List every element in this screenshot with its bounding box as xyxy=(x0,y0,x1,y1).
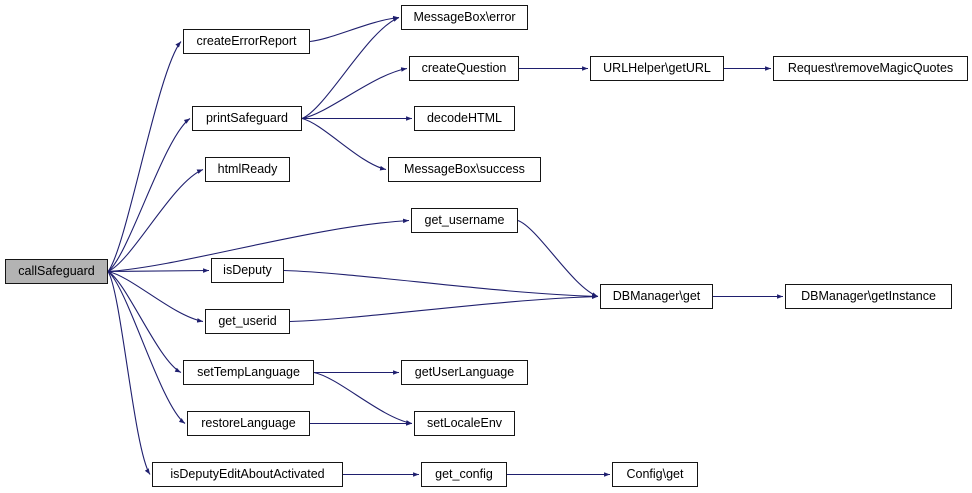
graph-node-printsafeguard[interactable] xyxy=(192,106,302,131)
graph-node-restorelanguage[interactable] xyxy=(187,411,310,436)
graph-node-urlhelper-geturl[interactable] xyxy=(590,56,724,81)
graph-edge-get-userid-to-dbmanager-get xyxy=(290,297,598,322)
graph-node-label: htmlReady xyxy=(217,162,278,177)
graph-node-label: URLHelper\getURL xyxy=(603,61,711,76)
graph-edge-isdeputy-to-dbmanager-get xyxy=(284,271,598,297)
graph-node-label: get_username xyxy=(424,213,505,228)
graph-edge-createerrorreport-to-messagebox-error xyxy=(310,18,399,42)
graph-node-label: printSafeguard xyxy=(205,111,288,126)
graph-node-decodehtml[interactable] xyxy=(414,106,515,131)
graph-node-label: isDeputy xyxy=(223,263,272,278)
graph-node-createquestion[interactable] xyxy=(409,56,519,81)
graph-edge-callsafeguard-to-isdeputyeditaboutactivated xyxy=(108,272,150,475)
graph-node-get-username[interactable] xyxy=(411,208,518,233)
graph-node-get-userid[interactable] xyxy=(205,309,290,334)
graph-node-request-removemagicquotes[interactable] xyxy=(773,56,968,81)
graph-node-setlocaleenv[interactable] xyxy=(414,411,515,436)
graph-node-htmlready[interactable] xyxy=(205,157,290,182)
graph-node-label: createQuestion xyxy=(421,61,507,76)
graph-node-get-config[interactable] xyxy=(421,462,507,487)
graph-edge-callsafeguard-to-htmlready xyxy=(108,170,203,272)
graph-edge-printsafeguard-to-messagebox-error xyxy=(302,18,399,119)
graph-node-label: MessageBox\success xyxy=(404,162,525,177)
graph-edge-printsafeguard-to-createquestion xyxy=(302,69,407,119)
graph-node-createerrorreport[interactable] xyxy=(183,29,310,54)
graph-node-settemplanguage[interactable] xyxy=(183,360,314,385)
graph-node-label: DBManager\get xyxy=(612,289,701,304)
graph-edge-callsafeguard-to-printsafeguard xyxy=(108,119,190,272)
graph-edge-callsafeguard-to-isdeputy xyxy=(108,271,209,272)
graph-node-isdeputy[interactable] xyxy=(211,258,284,283)
graph-node-config-get[interactable] xyxy=(612,462,698,487)
graph-edge-callsafeguard-to-createerrorreport xyxy=(108,42,181,272)
graph-node-label: setLocaleEnv xyxy=(426,416,503,431)
graph-edge-get-username-to-dbmanager-get xyxy=(518,221,598,297)
graph-node-label: Request\removeMagicQuotes xyxy=(787,61,954,76)
graph-node-label: get_config xyxy=(435,467,493,482)
graph-node-getuserlanguage[interactable] xyxy=(401,360,528,385)
graph-node-label: setTempLanguage xyxy=(197,365,300,380)
graph-node-label: isDeputyEditAboutActivated xyxy=(170,467,325,482)
graph-node-messagebox-error[interactable] xyxy=(401,5,528,30)
graph-edge-callsafeguard-to-get-userid xyxy=(108,272,203,322)
graph-node-dbmanager-getinstance[interactable] xyxy=(785,284,952,309)
graph-edge-settemplanguage-to-setlocaleenv xyxy=(314,373,412,424)
graph-node-label: restoreLanguage xyxy=(201,416,296,431)
graph-node-dbmanager-get[interactable] xyxy=(600,284,713,309)
graph-node-label: callSafeguard xyxy=(18,264,95,279)
graph-node-label: get_userid xyxy=(218,314,277,329)
graph-node-label: Config\get xyxy=(626,467,684,482)
graph-node-label: getUserLanguage xyxy=(414,365,515,380)
graph-edge-callsafeguard-to-restorelanguage xyxy=(108,272,185,424)
graph-node-label: createErrorReport xyxy=(196,34,297,49)
graph-node-callsafeguard[interactable] xyxy=(5,259,108,284)
graph-node-label: decodeHTML xyxy=(426,111,503,126)
graph-node-label: DBManager\getInstance xyxy=(801,289,936,304)
graph-node-isdeputyeditaboutactivated[interactable] xyxy=(152,462,343,487)
graph-edge-printsafeguard-to-messagebox-success xyxy=(302,119,386,170)
graph-node-messagebox-success[interactable] xyxy=(388,157,541,182)
graph-node-label: MessageBox\error xyxy=(413,10,516,25)
